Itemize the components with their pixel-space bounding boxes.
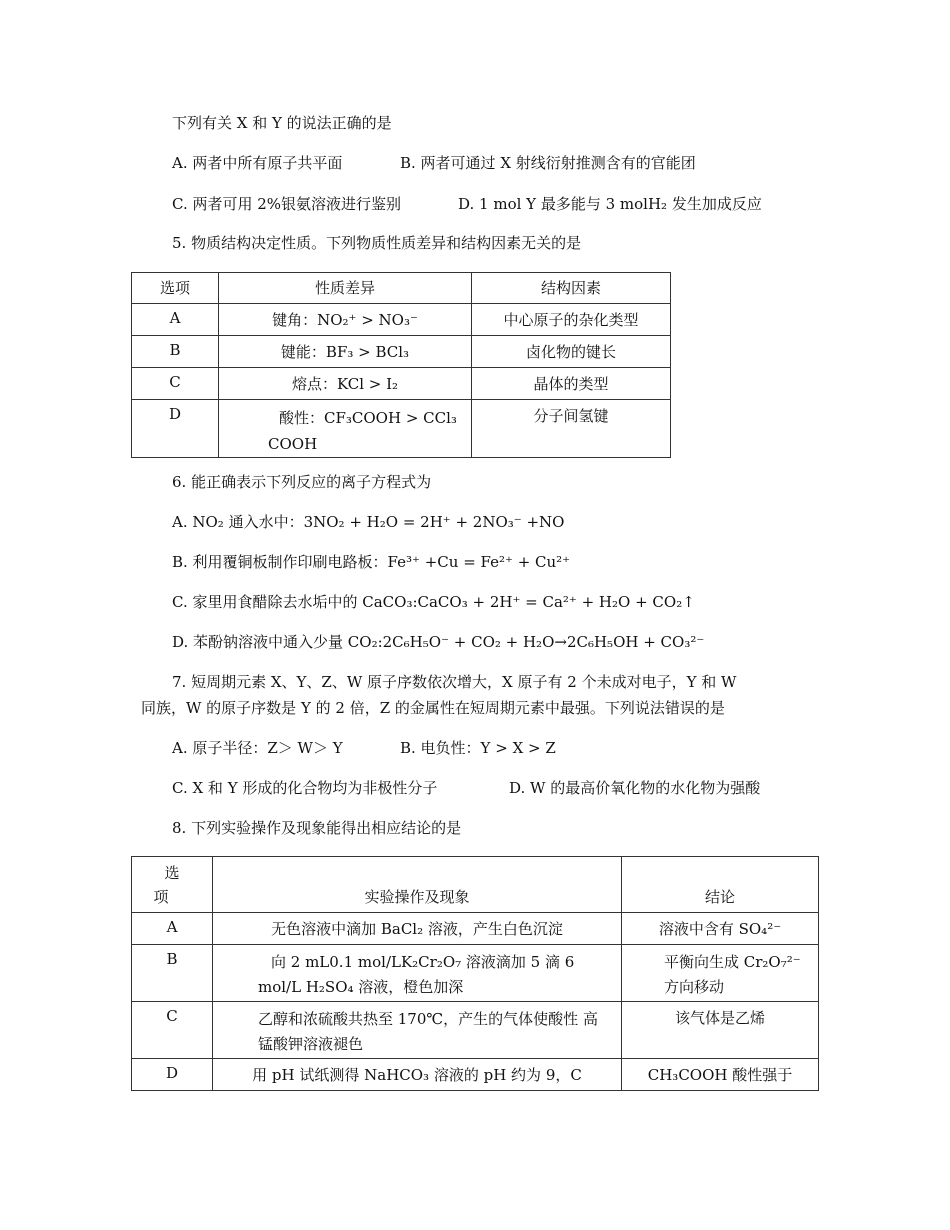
q8-header-option-line1: 选 [164, 864, 180, 882]
q7-option-b: B. 电负性：Y > X > Z [400, 739, 556, 757]
q6-option-c: C. 家里用食醋除去水垢中的 CaCO₃:CaCO₃ + 2H⁺ = Ca²⁺ + H₂O + CO₂↑ [172, 593, 695, 611]
q5-row-d-option: D [132, 400, 219, 458]
q6-option-b: B. 利用覆铜板制作印刷电路板：Fe³⁺ +Cu = Fe²⁺ + Cu²⁺ [172, 553, 571, 571]
q5-row-c-factor: 晶体的类型 [472, 368, 671, 400]
q5-row-c-option: C [132, 368, 219, 400]
table-row [132, 1002, 819, 1059]
q5-row-c-property: 熔点：KCl > I₂ [219, 368, 472, 400]
q8-header-option-line2: 项 [153, 888, 169, 906]
q8-row-c-option: C [132, 1002, 213, 1059]
q5-row-b-factor: 卤化物的键长 [472, 336, 671, 368]
q4-option-c: C. 两者可用 2%银氨溶液进行鉴别 [172, 195, 402, 213]
q5-header-option: 选项 [132, 273, 219, 304]
table-row [132, 913, 819, 945]
table-row [132, 336, 671, 368]
q5-row-a-factor: 中心原子的杂化类型 [472, 304, 671, 336]
q8-row-d-operation: 用 pH 试纸测得 NaHCO₃ 溶液的 pH 约为 9，C [213, 1059, 622, 1091]
q5-header-row [132, 273, 671, 304]
q8-row-b-conclusion [622, 945, 819, 1002]
table-row [132, 304, 671, 336]
q8-row-a-operation: 无色溶液中滴加 BaCl₂ 溶液，产生白色沉淀 [213, 913, 622, 945]
table-row [132, 945, 819, 1002]
table-row [132, 400, 671, 458]
q5-row-d-property-line2: COOH [268, 435, 318, 453]
q4-stem: 下列有关 X 和 Y 的说法正确的是 [172, 114, 392, 132]
q8-row-c-conclusion: 该气体是乙烯 [622, 1002, 819, 1059]
q6-option-a: A. NO₂ 通入水中：3NO₂ + H₂O = 2H⁺ + 2NO₃⁻ +NO [172, 513, 565, 531]
q5-table [131, 272, 671, 458]
q5-row-b-property: 键能：BF₃ > BCl₃ [219, 336, 472, 368]
q8-table [131, 856, 819, 1091]
q8-row-c-operation-line1: 乙醇和浓硫酸共热至 170℃，产生的气体使酸性 高 [258, 1010, 598, 1028]
q8-row-a-conclusion: 溶液中含有 SO₄²⁻ [622, 913, 819, 945]
q5-row-d-factor: 分子间氢键 [472, 400, 671, 458]
q6-option-d: D. 苯酚钠溶液中通入少量 CO₂:2C₆H₅O⁻ + CO₂ + H₂O→2C₆H₅OH + CO₃²⁻ [172, 633, 705, 651]
q5-stem: 5. 物质结构决定性质。下列物质性质差异和结构因素无关的是 [172, 234, 582, 252]
q8-row-c-operation-line2: 锰酸钾溶液褪色 [258, 1035, 364, 1053]
q5-header-property: 性质差异 [219, 273, 472, 304]
q8-row-b-operation-line2: mol/L H₂SO₄ 溶液，橙色加深 [258, 978, 464, 996]
q7-stem-line1: 7. 短周期元素 X、Y、Z、W 原子序数依次增大，X 原子有 2 个未成对电子，Y 和 W [172, 673, 737, 691]
q5-row-d-property-line1: 酸性：CF₃COOH > CCl₃ [279, 409, 457, 427]
q7-option-d: D. W 的最高价氧化物的水化物为强酸 [509, 779, 761, 797]
table-row [132, 368, 671, 400]
q5-row-a-property: 键角：NO₂⁺ > NO₃⁻ [219, 304, 472, 336]
q5-header-factor: 结构因素 [472, 273, 671, 304]
q4-option-d: D. 1 mol Y 最多能与 3 molH₂ 发生加成反应 [458, 195, 762, 213]
q7-option-c: C. X 和 Y 形成的化合物均为非极性分子 [172, 779, 438, 797]
q8-row-b-operation [213, 945, 622, 1002]
q8-row-c-operation [213, 1002, 622, 1059]
q8-row-d-conclusion: CH₃COOH 酸性强于 [622, 1059, 819, 1091]
q8-header-operation: 实验操作及现象 [213, 857, 622, 913]
q8-row-b-conclusion-line1: 平衡向生成 Cr₂O₇²⁻ [664, 953, 801, 971]
q8-header-option [132, 857, 213, 913]
q7-option-a: A. 原子半径：Z＞ W＞ Y [172, 739, 343, 757]
q8-header-row [132, 857, 819, 913]
q8-row-b-conclusion-line2: 方向移动 [664, 978, 725, 996]
q4-option-a: A. 两者中所有原子共平面 [172, 154, 343, 172]
q8-stem: 8. 下列实验操作及现象能得出相应结论的是 [172, 819, 462, 837]
q8-row-d-option: D [132, 1059, 213, 1091]
q6-stem: 6. 能正确表示下列反应的离子方程式为 [172, 473, 432, 491]
q8-row-a-option: A [132, 913, 213, 945]
q8-row-b-option: B [132, 945, 213, 1002]
q5-row-b-option: B [132, 336, 219, 368]
table-row [132, 1059, 819, 1091]
q5-row-d-property [219, 400, 472, 458]
q4-option-b: B. 两者可通过 X 射线衍射推测含有的官能团 [400, 154, 696, 172]
q8-header-conclusion: 结论 [622, 857, 819, 913]
q8-row-b-operation-line1: 向 2 mL0.1 mol/LK₂Cr₂O₇ 溶液滴加 5 滴 6 [271, 953, 575, 971]
q5-row-a-option: A [132, 304, 219, 336]
q7-stem-line2: 同族，W 的原子序数是 Y 的 2 倍，Z 的金属性在短周期元素中最强。下列说法错误的是 [141, 699, 725, 717]
